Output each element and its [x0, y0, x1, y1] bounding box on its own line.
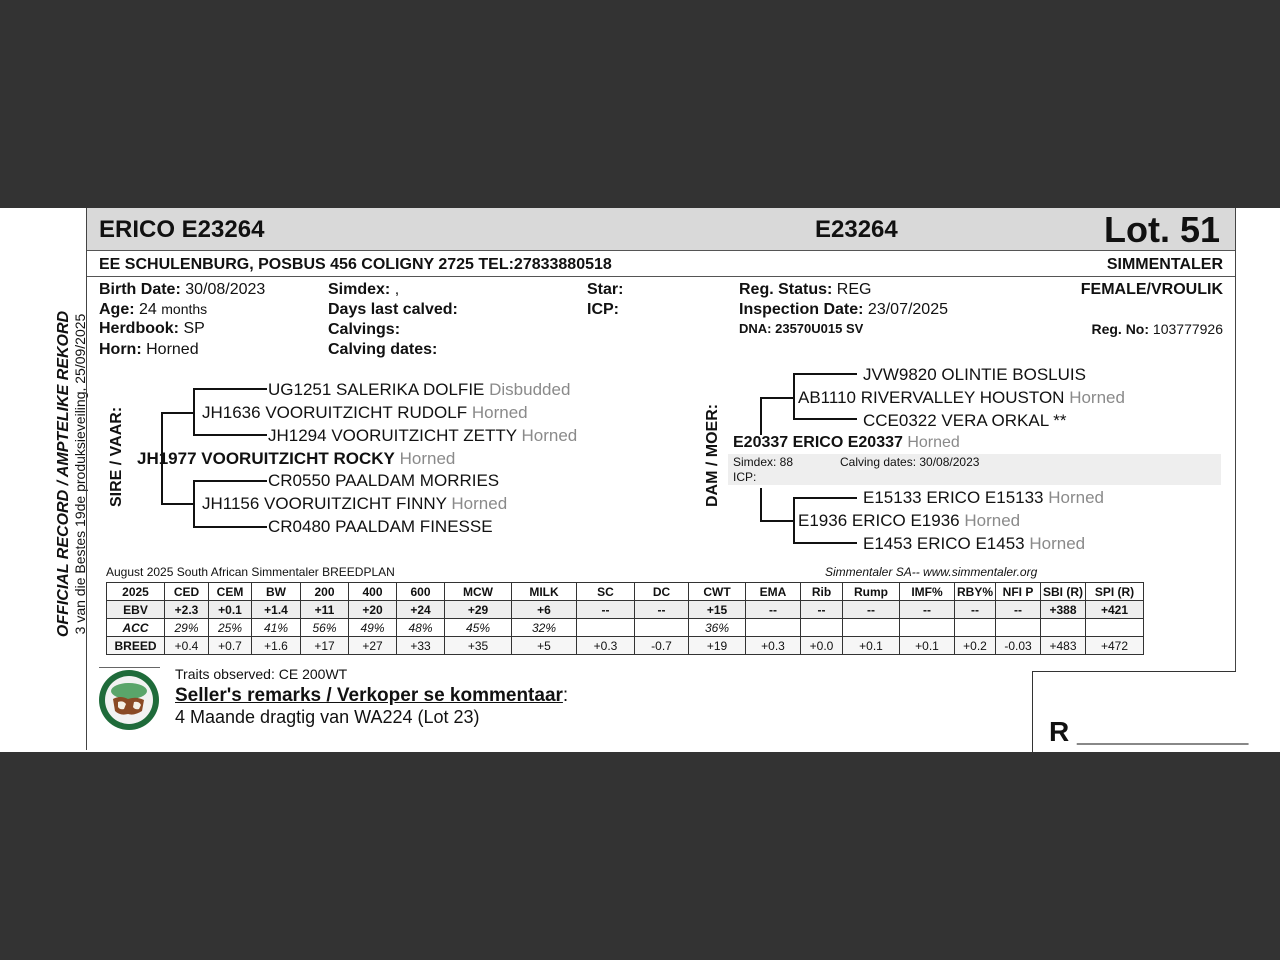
- remarks-heading: [175, 685, 568, 707]
- age-label: Age:: [99, 301, 135, 318]
- breedplan-cell: 41%: [252, 619, 301, 637]
- sire-dam: [202, 494, 507, 514]
- ddd-horn: Horned: [1029, 534, 1086, 553]
- pedigree-line: [161, 412, 195, 414]
- pedigree-line: [193, 480, 195, 527]
- breedplan-cell: [635, 619, 689, 637]
- remarks-colon: :: [562, 685, 569, 706]
- breedplan-cell: +33: [397, 637, 445, 655]
- star-label: Star:: [587, 281, 624, 298]
- breedplan-caption: August 2025 South African Simmentaler BREEDPLAN: [106, 565, 395, 579]
- breedplan-cell: [900, 619, 955, 637]
- breedplan-cell: [801, 619, 843, 637]
- breedplan-cell: 48%: [397, 619, 445, 637]
- sire-horn: Horned: [399, 449, 456, 468]
- pedigree-line: [760, 397, 762, 435]
- breedplan-cell: IMF%: [900, 583, 955, 601]
- breedplan-cell: SBI (R): [1041, 583, 1086, 601]
- breedplan-cell: BW: [252, 583, 301, 601]
- sale-name-label: 3 van die Bestes 19de produksieveiling, 25/09/2025: [72, 313, 88, 635]
- sss-horn: Disbudded: [489, 380, 571, 399]
- birth-date: [99, 281, 265, 299]
- birth-date-label: Birth Date:: [99, 281, 181, 298]
- reg-status: [739, 281, 871, 299]
- breedplan-cell: SC: [577, 583, 635, 601]
- dam-section-label: DAM / MOER:: [704, 403, 721, 507]
- breedplan-cell: --: [746, 601, 801, 619]
- breedplan-cell: [1041, 619, 1086, 637]
- breedplan-cell: +6: [512, 601, 577, 619]
- breedplan-breed-row: [107, 637, 1144, 655]
- breedplan-cell: 32%: [512, 619, 577, 637]
- age-value: 24: [139, 301, 157, 318]
- price-label: R ___________: [1049, 716, 1249, 747]
- breedplan-cell: -0.7: [635, 637, 689, 655]
- breedplan-cell: SPI (R): [1086, 583, 1144, 601]
- breedplan-cell: --: [996, 601, 1041, 619]
- sire-dam-sire: CR0550 PAALDAM MORRIES: [268, 471, 500, 490]
- pedigree-line: [193, 526, 267, 528]
- horn-label: Horn:: [99, 341, 142, 358]
- breedplan-cell: NFI P: [996, 583, 1041, 601]
- animal-id: E23264: [815, 216, 898, 243]
- icp-label: ICP:: [587, 301, 619, 318]
- dam-sire: [798, 388, 1125, 408]
- breedplan-cell: +35: [445, 637, 512, 655]
- official-record-label: OFFICIAL RECORD / AMPTELIKE REKORD: [55, 310, 72, 638]
- breedplan-cell: +0.4: [165, 637, 209, 655]
- pedigree-line: [793, 542, 857, 544]
- sire-sire-sire: [268, 380, 570, 400]
- breedplan-cell: RBY%: [955, 583, 996, 601]
- ss-name: JH1636 VOORUITZICHT RUDOLF: [202, 403, 468, 422]
- breedplan-ebv-row: [107, 601, 1144, 619]
- breedplan-cell: 600: [397, 583, 445, 601]
- pedigree-line: [793, 373, 795, 419]
- breedplan-cell: [1086, 619, 1144, 637]
- pedigree-line: [161, 503, 195, 505]
- breedplan-cell: +27: [349, 637, 397, 655]
- dd-name: E1936 ERICO E1936: [798, 511, 960, 530]
- breedplan-cell: 36%: [689, 619, 746, 637]
- remarks-text: 4 Maande dragtig van WA224 (Lot 23): [175, 707, 480, 727]
- inspection-date: [739, 301, 948, 319]
- breedplan-cell: 45%: [445, 619, 512, 637]
- sire-section-label: SIRE / VAAR:: [108, 406, 125, 507]
- breedplan-cell: --: [577, 601, 635, 619]
- breedplan-cell: 25%: [209, 619, 252, 637]
- breedplan-cell: +388: [1041, 601, 1086, 619]
- breedplan-header-row: [107, 583, 1144, 601]
- pedigree-line: [793, 497, 857, 499]
- sire-dam-dam: CR0480 PAALDAM FINESSE: [268, 517, 493, 536]
- breedplan-cell: +5: [512, 637, 577, 655]
- breedplan-cell: [843, 619, 900, 637]
- breedplan-cell: +2.3: [165, 601, 209, 619]
- breedplan-cell: 56%: [301, 619, 349, 637]
- breedplan-cell: +0.1: [900, 637, 955, 655]
- breedplan-cell: Rump: [843, 583, 900, 601]
- age-unit: months: [161, 301, 208, 317]
- breedplan-cell: 400: [349, 583, 397, 601]
- breedplan-cell: 200: [301, 583, 349, 601]
- breedplan-cell: +483: [1041, 637, 1086, 655]
- breedplan-cell: +0.0: [801, 637, 843, 655]
- breedplan-cell: DC: [635, 583, 689, 601]
- breedplan-cell: +24: [397, 601, 445, 619]
- horn: [99, 341, 199, 359]
- breedplan-cell: +1.6: [252, 637, 301, 655]
- herdbook: [99, 320, 205, 338]
- calvings-label: Calvings:: [328, 321, 401, 338]
- row-label-cell: BREED: [107, 637, 165, 655]
- breedplan-cell: +0.3: [746, 637, 801, 655]
- ssd-horn: Horned: [521, 426, 578, 445]
- breedplan-cell: +0.7: [209, 637, 252, 655]
- pedigree-line: [760, 397, 794, 399]
- pedigree-line: [193, 388, 267, 390]
- pedigree-line: [793, 373, 857, 375]
- breedplan-cell: +0.2: [955, 637, 996, 655]
- sire-name: JH1977 VOORUITZICHT ROCKY: [137, 449, 395, 468]
- horn-value: Horned: [146, 341, 199, 358]
- remarks-heading-text: Seller's remarks / Verkoper se kommentaar: [175, 685, 563, 706]
- breedplan-cell: CEM: [209, 583, 252, 601]
- breedplan-cell: 49%: [349, 619, 397, 637]
- breedplan-table: [106, 582, 1144, 655]
- dam-name: E20337 ERICO E20337: [733, 434, 903, 451]
- breedplan-cell: [955, 619, 996, 637]
- breedplan-acc-row: [107, 619, 1144, 637]
- breedplan-cell: CED: [165, 583, 209, 601]
- breedplan-cell: +29: [445, 601, 512, 619]
- price-box: [1032, 671, 1249, 752]
- pedigree-line: [193, 434, 267, 436]
- dam-sire-sire: JVW9820 OLINTIE BOSLUIS: [863, 365, 1086, 384]
- owner-address: EE SCHULENBURG, POSBUS 456 COLIGNY 2725 TEL:27833880518: [99, 256, 612, 273]
- side-caption: [56, 194, 88, 754]
- simdex-value: ,: [394, 281, 400, 298]
- sss-name: UG1251 SALERIKA DOLFIE: [268, 380, 485, 399]
- simdex: [328, 281, 399, 299]
- inspection-date-label: Inspection Date:: [739, 301, 864, 318]
- breedplan-cell: +1.4: [252, 601, 301, 619]
- dam-simdex: Simdex: 88: [733, 455, 794, 469]
- reg-status-label: Reg. Status:: [739, 281, 833, 298]
- inspection-date-value: 23/07/2025: [867, 301, 948, 318]
- sire-sire-dam: [268, 426, 577, 446]
- ds-horn: Horned: [1069, 388, 1125, 407]
- breedplan-cell: MILK: [512, 583, 577, 601]
- age: [99, 301, 207, 319]
- breedplan-cell: --: [635, 601, 689, 619]
- regno-value: 103777926: [1152, 321, 1223, 337]
- breedplan-cell: +472: [1086, 637, 1144, 655]
- pedigree-line: [760, 520, 794, 522]
- days-last-calved-label: Days last calved:: [328, 301, 458, 318]
- pedigree-line: [793, 418, 857, 420]
- sex-label: FEMALE/VROULIK: [1080, 281, 1223, 298]
- breedplan-cell: [746, 619, 801, 637]
- ssd-name: JH1294 VOORUITZICHT ZETTY: [268, 426, 517, 445]
- breedplan-cell: [577, 619, 635, 637]
- breed-label: SIMMENTALER: [1106, 256, 1223, 273]
- pedigree-line: [193, 480, 267, 482]
- header-band: [87, 208, 1235, 251]
- ss-horn: Horned: [471, 403, 528, 422]
- breedplan-cell: -0.03: [996, 637, 1041, 655]
- breedplan-cell: +421: [1086, 601, 1144, 619]
- breedplan-cell: +17: [301, 637, 349, 655]
- reg-status-value: REG: [836, 281, 872, 298]
- ddd-name: E1453 ERICO E1453: [863, 534, 1025, 553]
- row-label-cell: ACC: [107, 619, 165, 637]
- animal-name: ERICO E23264: [99, 216, 265, 243]
- dd-horn: Horned: [964, 511, 1021, 530]
- breedplan-website: Simmentaler SA-- www.simmentaler.org: [825, 565, 1038, 579]
- sire-sire: [202, 403, 528, 423]
- breedplan-cell: +0.3: [577, 637, 635, 655]
- registration-number: [1091, 321, 1223, 337]
- dam-horn: Horned: [907, 434, 960, 451]
- breedplan-cell: 29%: [165, 619, 209, 637]
- divider: [87, 276, 1235, 277]
- dam-sire-dam: CCE0322 VERA ORKAL **: [863, 411, 1067, 430]
- dds-horn: Horned: [1048, 488, 1105, 507]
- dam-dam: [798, 511, 1020, 531]
- traits-observed: Traits observed: CE 200WT: [175, 666, 348, 682]
- pedigree-line: [793, 497, 795, 543]
- simmentaler-logo: [98, 669, 160, 731]
- breedplan-cell: +20: [349, 601, 397, 619]
- dds-name: E15133 ERICO E15133: [863, 488, 1044, 507]
- row-label-cell: EBV: [107, 601, 165, 619]
- lot-number: Lot. 51: [1104, 209, 1221, 250]
- calving-dates-label: Calving dates:: [328, 341, 438, 358]
- breedplan-cell: CWT: [689, 583, 746, 601]
- sd-name: JH1156 VOORUITZICHT FINNY: [202, 494, 447, 513]
- divider: [99, 667, 160, 668]
- breedplan-cell: +0.1: [843, 637, 900, 655]
- dam-dam-sire: [863, 488, 1104, 508]
- pedigree-line: [760, 488, 762, 521]
- breedplan-cell: +15: [689, 601, 746, 619]
- herdbook-value: SP: [183, 320, 205, 337]
- simdex-label: Simdex:: [328, 281, 391, 298]
- breedplan-cell: +0.1: [209, 601, 252, 619]
- breedplan-cell: EMA: [746, 583, 801, 601]
- lot-card: [86, 208, 1249, 750]
- dna-code: DNA: 23570U015 SV: [739, 321, 864, 336]
- breedplan-cell: +11: [301, 601, 349, 619]
- breedplan-cell: --: [843, 601, 900, 619]
- dam-dam-dam: [863, 534, 1085, 554]
- breedplan-cell: --: [955, 601, 996, 619]
- sire: [137, 449, 455, 469]
- catalogue-sheet: [0, 208, 1280, 752]
- breedplan-cell: MCW: [445, 583, 512, 601]
- birth-date-value: 30/08/2023: [185, 281, 266, 298]
- regno-label: Reg. No:: [1091, 321, 1150, 337]
- dam-icp: ICP:: [733, 470, 757, 484]
- herdbook-label: Herdbook:: [99, 320, 179, 337]
- ds-name: AB1110 RIVERVALLEY HOUSTON: [798, 388, 1065, 407]
- breedplan-cell: +19: [689, 637, 746, 655]
- dam: [733, 434, 960, 452]
- row-label-cell: 2025: [107, 583, 165, 601]
- breedplan-cell: --: [801, 601, 843, 619]
- breedplan-cell: [996, 619, 1041, 637]
- breedplan-cell: --: [900, 601, 955, 619]
- sd-horn: Horned: [451, 494, 508, 513]
- dam-calving-dates: Calving dates: 30/08/2023: [840, 455, 980, 469]
- breedplan-cell: Rib: [801, 583, 843, 601]
